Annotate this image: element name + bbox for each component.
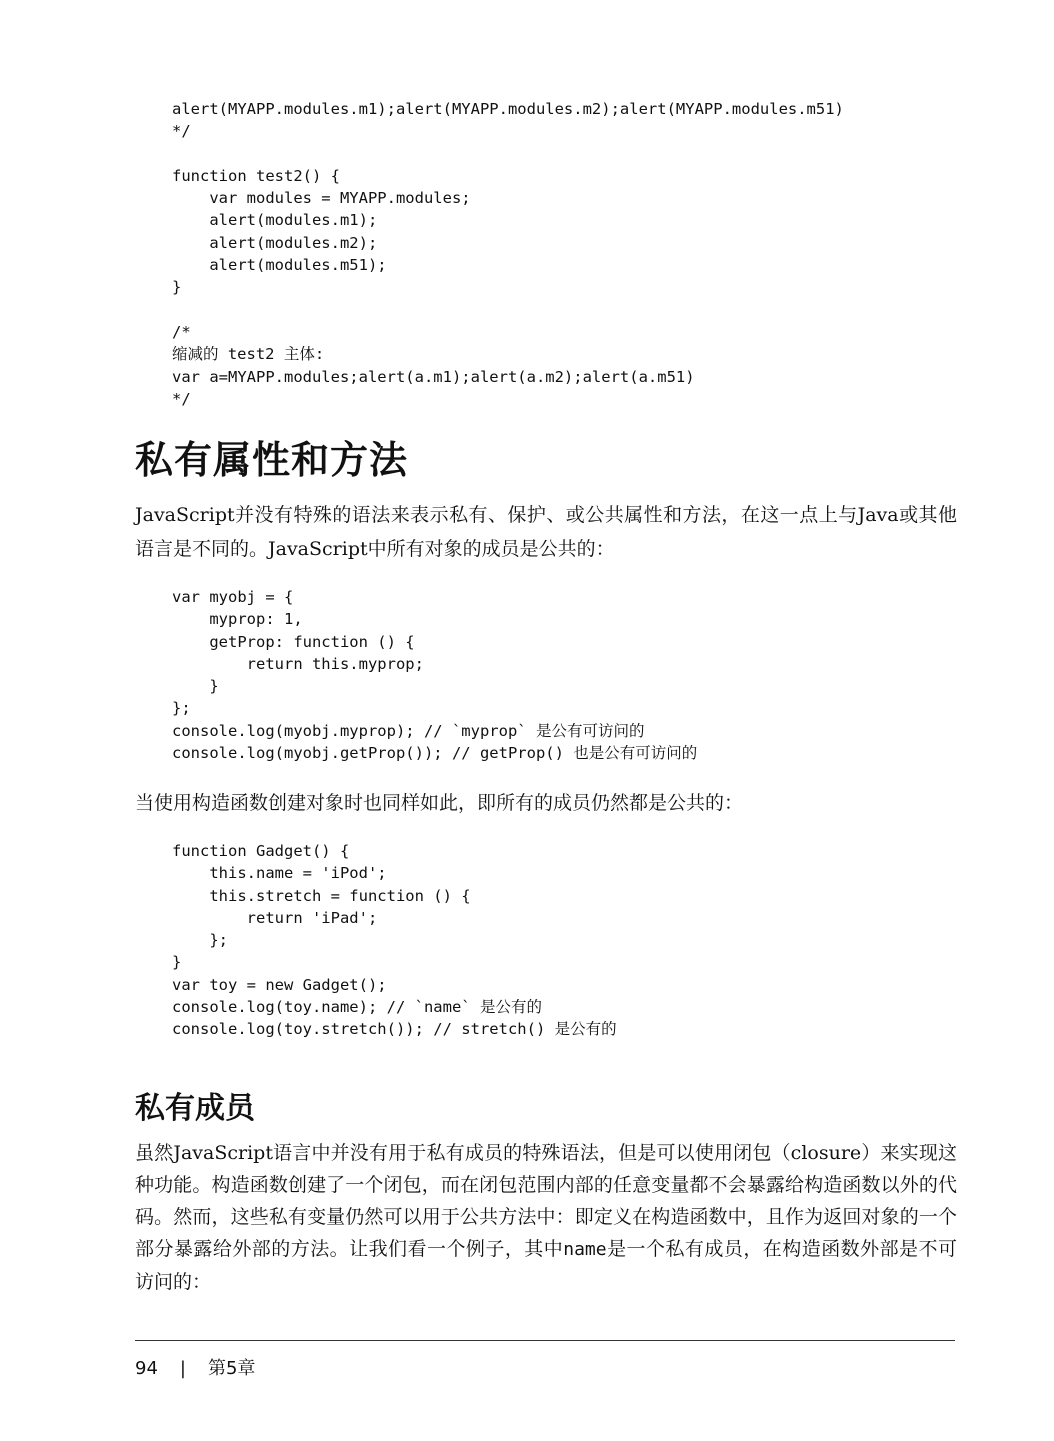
page-number: 94 [135,1358,158,1379]
paragraph-text: 虽然JavaScript语言中并没有用于私有成员的特殊语法，但是可以使用闭包（closure）来实现这种功能。构造函数创建了一个闭包，而在闭包范围内部的任意变量都不会暴露给构造函数以外的代码。然而，这些私有变量仍然可以用于公共方法中：即定义在构造函数中，且作为返回对象的一个部分暴露给外部的方法。让我们看一个例子，其中 [135,1142,957,1260]
page-footer [135,1356,255,1382]
paragraph-public-members: JavaScript并没有特殊的语法来表示私有、保护、或公共属性和方法，在这一点上与Java或其他语言是不同的。JavaScript中所有对象的成员是公共的： [135,504,957,560]
code-block-myobj: var myobj = { myprop: 1, getProp: function () { return this.myprop; } }; console.log(myobj.myprop); // `myprop` 是公有可访问的 console.log(myobj.getProp()); // getProp() 也是公有可访问的 [172,588,698,763]
footer-rule [135,1340,955,1341]
section-heading: 私有属性和方法 [135,438,409,482]
footer-separator: | [179,1358,186,1379]
code-block-modules-test2: alert(MYAPP.modules.m1);alert(MYAPP.modules.m2);alert(MYAPP.modules.m51) */ function test2() { var modules = MYAPP.modules; alert(modules.m1); alert(modules.m2); alert(modules.m51); } /* 缩减的 test2 主体: var a=MYAPP.modules;alert(a.m1);alert(a.m2);alert(a.m51) */ [172,100,844,408]
chapter-label: 第5章 [207,1358,256,1379]
paragraph-constructor-public: 当使用构造函数创建对象时也同样如此，即所有的成员仍然都是公共的： [135,792,744,814]
paragraph-private-members [135,1137,957,1298]
subsection-heading: 私有成员 [135,1091,255,1126]
paragraph-text-end: 是一个私有成员，在构造函数外部是不可访问的： [135,1238,957,1293]
code-block-gadget: function Gadget() { this.name = 'iPod'; this.stretch = function () { return 'iPad'; }; } var toy = new Gadget(); console.log(toy.name); // `name` 是公有的 console.log(toy.stretch()); // stretch() 是公有的 [172,842,617,1039]
inline-code-name: name [563,1239,607,1260]
